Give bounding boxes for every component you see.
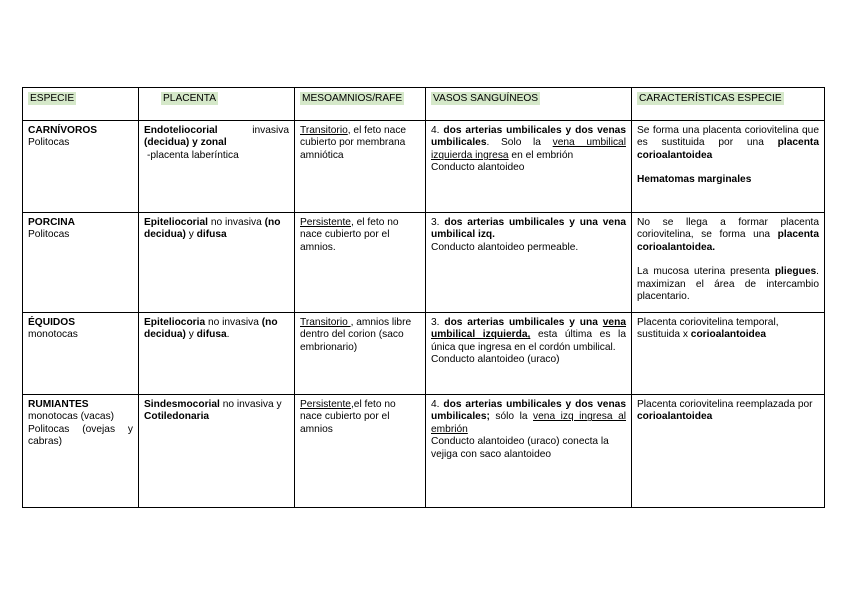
- species-cell: [23, 313, 139, 395]
- table-row: [23, 395, 825, 508]
- species-name: RUMIANTES: [28, 399, 89, 410]
- placenta-cell: Epiteliocorial no invasiva (no decidua) y difusa: [139, 213, 295, 313]
- meso-cell: Persistente,el feto no nace cubierto por el amnios: [295, 395, 426, 508]
- header-especie: ESPECIE: [23, 88, 139, 121]
- vasos-cell: 3. dos arterias umbilicales y una vena umbilical izquierda, esta última es la única que ingresa en el cordón umbilical. Conducto alantoideo (uraco): [426, 313, 632, 395]
- header-vasos: VASOS SANGUÍNEOS: [426, 88, 632, 121]
- header-caracteristicas: CARACTERÍSTICAS ESPECIE: [632, 88, 825, 121]
- vasos-cell: 3. dos arterias umbilicales y una vena umbilical izq. Conducto alantoideo permeable.: [426, 213, 632, 313]
- caracteristicas-cell: Placenta coriovitelina reemplazada por corioalantoidea: [632, 395, 825, 508]
- vasos-cell: 4. dos arterias umbilicales y dos venas umbilicales; sólo la vena izq ingresa al embrión Conducto alantoideo (uraco) conecta la vejiga con saco alantoideo: [426, 395, 632, 508]
- table-row: [23, 313, 825, 395]
- placenta-cell: Endoteliocorial invasiva (decidua) y zonal -placenta laberíntica: [139, 121, 295, 213]
- placenta-cell: Epiteliocoria no invasiva (no decidua) y difusa.: [139, 313, 295, 395]
- meso-cell: Persistente, el feto no nace cubierto por el amnios.: [295, 213, 426, 313]
- table-row: [23, 213, 825, 313]
- species-sub: Politocas: [28, 137, 70, 149]
- species-name: ÉQUIDOS: [28, 317, 75, 328]
- header-mesoamnios: MESOAMNIOS/RAFE: [295, 88, 426, 121]
- header-row: [23, 88, 825, 121]
- meso-cell: Transitorio, el feto nace cubierto por membrana amniótica: [295, 121, 426, 213]
- caracteristicas-cell: Se forma una placenta coriovitelina que es sustituida por una placenta corioalantoidea Hematomas marginales: [632, 121, 825, 213]
- species-table: [22, 87, 825, 508]
- vasos-cell: 4. dos arterias umbilicales y dos venas umbilicales. Solo la vena umbilical izquierda ingresa en el embrión Conducto alantoideo: [426, 121, 632, 213]
- species-cell: [23, 213, 139, 313]
- species-sub: Politocas: [28, 229, 70, 241]
- species-sub2: Politocas (ovejas y cabras): [28, 423, 133, 448]
- caracteristicas-cell: Placenta coriovitelina temporal, sustituida x corioalantoidea: [632, 313, 825, 395]
- table-row: [23, 121, 825, 213]
- placenta-cell: Sindesmocorial no invasiva y Cotiledonaria: [139, 395, 295, 508]
- species-cell: [23, 121, 139, 213]
- species-sub: monotocas (vacas): [28, 411, 115, 423]
- species-sub: monotocas: [28, 329, 78, 341]
- caracteristicas-cell: No se llega a formar placenta coriovitelina, se forma una placenta corioalantoidea. La mucosa uterina presenta pliegues. maximizan el área de intercambio placentario.: [632, 213, 825, 313]
- meso-cell: Transitorio , amnios libre dentro del corion (saco embrionario): [295, 313, 426, 395]
- species-cell: [23, 395, 139, 508]
- species-name: PORCINA: [28, 217, 75, 228]
- header-placenta: PLACENTA: [139, 88, 295, 121]
- species-name: CARNÍVOROS: [28, 125, 98, 136]
